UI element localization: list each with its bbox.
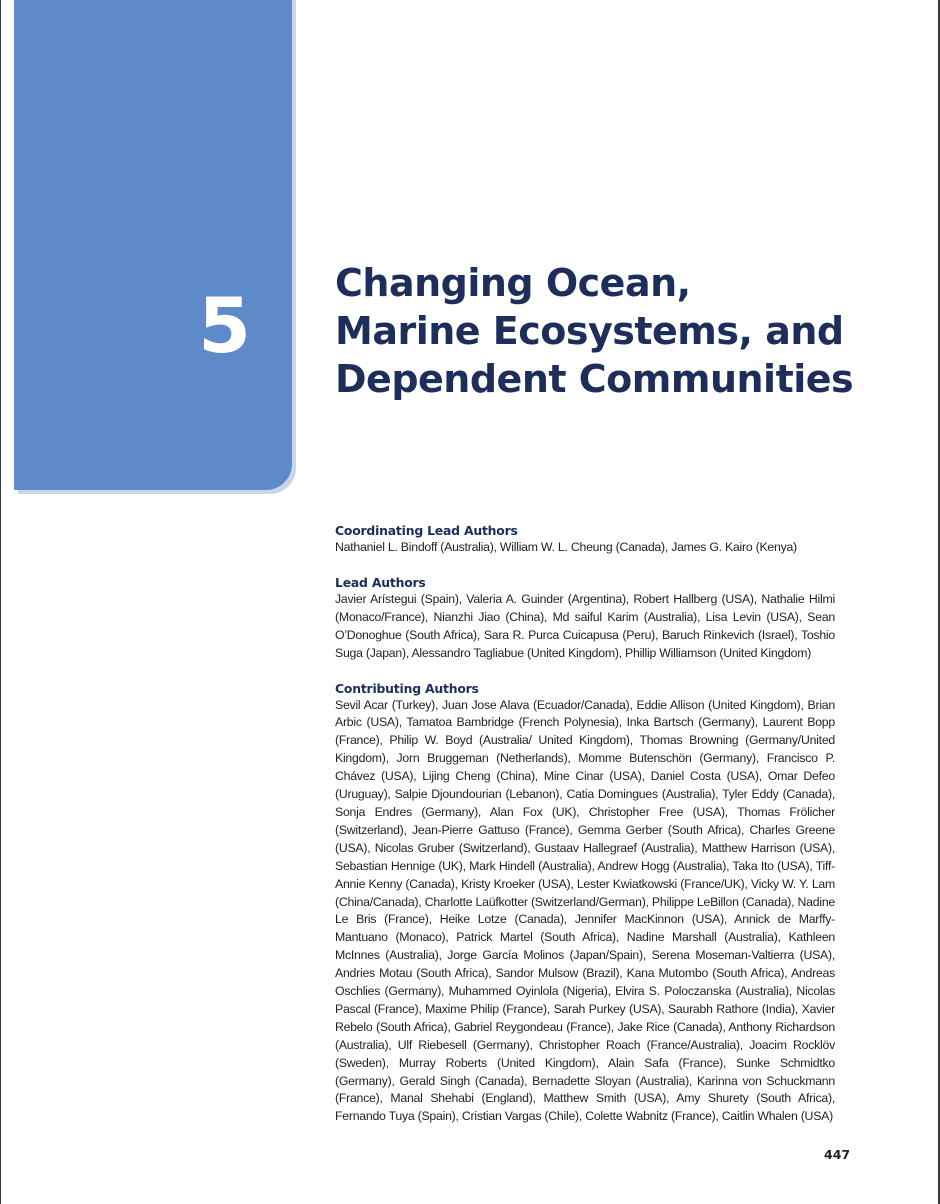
contributing-authors-section [335,680,835,1127]
page-number: 447 [824,1147,851,1162]
chapter-title [335,259,895,403]
coordinating-lead-authors-heading: Coordinating Lead Authors [335,523,518,538]
chapter-number: 5 [198,281,250,370]
lead-authors-section [335,574,835,663]
chapter-title-line: Marine Ecosystems, and [335,309,844,353]
author-list [335,522,835,1143]
lead-authors-names: Javier Arístegui (Spain), Valeria A. Guinder (Argentina), Robert Hallberg (USA), Nathalie Hilmi (Monaco/France), Nianzhi Jiao (China), Md saiful Karim (Australia), Lisa Levin (USA), Sean O’Donoghue (South Africa), Sara R. Purca Cuicapusa (Peru), Baruch Rinkevich (Israel), Toshio Suga (Japan), Alessandro Tagliabue (United Kingdom), Phillip Williamson (United Kingdom) [335,591,835,660]
chapter-tab [14,0,292,490]
coordinating-lead-authors-section [335,522,835,557]
chapter-title-line: Dependent Communities [335,357,854,401]
contributing-authors-heading: Contributing Authors [335,680,479,696]
page-left-edge [0,0,1,1204]
lead-authors-heading: Lead Authors [335,574,426,590]
coordinating-lead-authors-names: Nathaniel L. Bindoff (Australia), William W. L. Cheung (Canada), James G. Kairo (Kenya) [335,540,797,554]
contributing-authors-names: Sevil Acar (Turkey), Juan Jose Alava (Ecuador/Canada), Eddie Allison (United Kingdom), Brian Arbic (USA), Tamatoa Bambridge (French Polynesia), Inka Bartsch (Germany), Laurent Bopp (France), Philip W. Boyd (Australia/ United Kingdom), Thomas Browning (Germany/United Kingdom), Jorn Bruggeman (Netherlands), Momme Butenschön (Germany), Francisco P. Chávez (USA), Lijing Cheng (China), Mine Cinar (USA), Daniel Costa (USA), Omar Defeo (Uruguay), Salpie Djoundourian (Lebanon), Catia Domingues (Australia), Tyler Eddy (Canada), Sonja Endres (Germany), Alan Fox (UK), Christopher Free (USA), Thomas Frölicher (Switzerland), Jean-Pierre Gattuso (France), Gemma Gerber (South Africa), Charles Greene (USA), Nicolas Gruber (Switzerland), Gustaav Hallegraef (Australia), Matthew Harrison (USA), Sebastian Hennige (UK), Mark Hindell (Australia), Andrew Hogg (Australia), Taka Ito (USA), Tiff-Annie Kenny (Canada), Kristy Kroeker (USA), Lester Kwiatkowski (France/UK), Vicky W. Y. Lam (China/Canada), Charlotte Laüfkotter (Switzerland/German), Philippe LeBillon (Canada), Nadine Le Bris (France), Heike Lotze (Canada), Jennifer MacKinnon (USA), Annick de Marffy-Mantuano (Monaco), Patrick Martel (South Africa), Nadine Marshall (Australia), Kathleen McInnes (Australia), Jorge García Molinos (Japan/Spain), Serena Moseman-Valtierra (USA), Andries Motau (South Africa), Sandor Mulsow (Brazil), Kana Mutombo (South Africa), Andreas Oschlies (Germany), Muhammed Oyinlola (Nigeria), Elvira S. Poloczanska (Australia), Nicolas Pascal (France), Maxime Philip (France), Sarah Purkey (USA), Saurabh Rathore (India), Xavier Rebelo (South Africa), Gabriel Reygondeau (France), Jake Rice (Canada), Anthony Richardson (Australia), Ulf Riebesell (Germany), Christopher Roach (France/Australia), Joacim Rocklöv (Sweden), Murray Roberts (United Kingdom), Alain Safa (France), Sunke Schmidtko (Germany), Gerald Singh (Canada), Bernadette Sloyan (Australia), Karinna von Schuckmann (France), Manal Shehabi (England), Matthew Smith (USA), Amy Shurety (South Africa), Fernando Tuya (Spain), Cristian Vargas (Chile), Colette Wabnitz (France), Caitlin Whalen (USA) [335,697,835,1124]
chapter-title-line: Changing Ocean, [335,261,691,305]
